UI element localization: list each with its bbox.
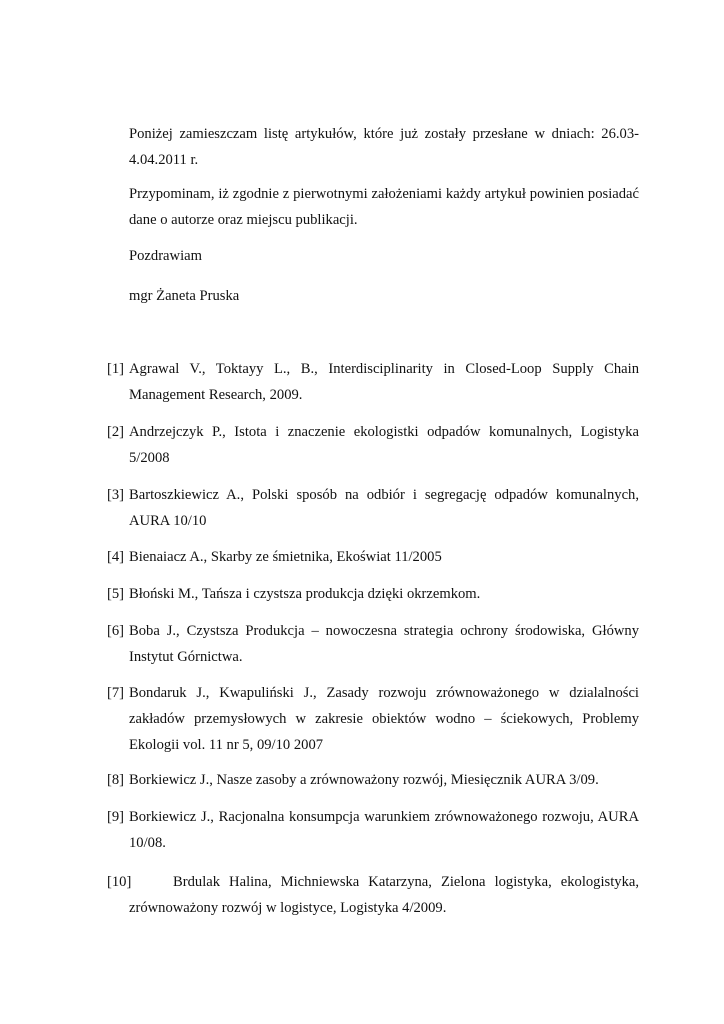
reference-item — [107, 804, 639, 856]
reference-item — [107, 482, 639, 534]
reference-text: Bienaiacz A., Skarby ze śmietnika, Ekoświat 11/2005 — [129, 549, 442, 565]
reference-item — [107, 544, 639, 570]
reference-text: Bondaruk J., Kwapuliński J., Zasady rozwoju zrównoważonego w dzialalności zakładów przemysłowych w zakresie obiektów wodno – ściekowych, Problemy Ekologii vol. 11 nr 5, 09/10 2007 — [129, 685, 639, 753]
intro-paragraph: Poniżej zamieszczam listę artykułów, które już zostały przesłane w dniach: 26.03-4.04.2011 r. — [129, 126, 639, 168]
reference-number: [6] — [107, 623, 125, 639]
reference-item — [107, 680, 639, 758]
reference-item — [107, 581, 639, 607]
reference-text: Bartoszkiewicz A., Polski sposób na odbiór i segregację odpadów komunalnych, AURA 10/10 — [129, 487, 639, 529]
reference-text: Borkiewicz J., Racjonalna konsumpcja warunkiem zrównoważonego rozwoju, AURA 10/08. — [129, 809, 639, 851]
reference-item — [107, 618, 639, 670]
reference-text: Błoński M., Tańsza i czystsza produkcja dzięki okrzemkom. — [129, 586, 481, 602]
reference-number: [8] — [107, 772, 125, 788]
reference-number: [1] — [107, 361, 125, 377]
reference-number: [9] — [107, 809, 125, 825]
reference-item — [107, 356, 639, 408]
signature — [129, 283, 639, 309]
signature-text: mgr Żaneta Pruska — [129, 288, 240, 304]
greeting — [129, 243, 639, 269]
reference-number: [4] — [107, 549, 125, 565]
reference-text: Andrzejczyk P., Istota i znaczenie ekologistki odpadów komunalnych, Logistyka 5/2008 — [129, 424, 639, 466]
reference-item — [107, 767, 639, 793]
greeting-text: Pozdrawiam — [129, 248, 202, 264]
intro-paragraph-list — [129, 121, 639, 173]
reference-item — [107, 869, 639, 921]
reference-text: Boba J., Czystsza Produkcja – nowoczesna strategia ochrony środowiska, Główny Instytut Górnictwa. — [129, 623, 639, 665]
reference-number: [7] — [107, 685, 125, 701]
intro-paragraph: Przypominam, iż zgodnie z pierwotnymi założeniami każdy artykuł powinien posiadać dane o autorze oraz miejscu publikacji. — [129, 186, 639, 228]
reference-text: Brdulak Halina, Michniewska Katarzyna, Zielona logistyka, ekologistyka, zrównoważony rozwój w logistyce, Logistyka 4/2009. — [129, 874, 639, 916]
reference-text: Agrawal V., Toktayy L., B., Interdisciplinarity in Closed-Loop Supply Chain Management Research, 2009. — [129, 361, 639, 403]
reference-item — [107, 419, 639, 471]
reference-number: [2] — [107, 424, 125, 440]
reference-number: [5] — [107, 586, 125, 602]
reference-number: [10] — [107, 874, 132, 890]
reference-text: Borkiewicz J., Nasze zasoby a zrównoważony rozwój, Miesięcznik AURA 3/09. — [129, 772, 599, 788]
intro-paragraph-reminder — [129, 181, 639, 233]
reference-number: [3] — [107, 487, 125, 503]
